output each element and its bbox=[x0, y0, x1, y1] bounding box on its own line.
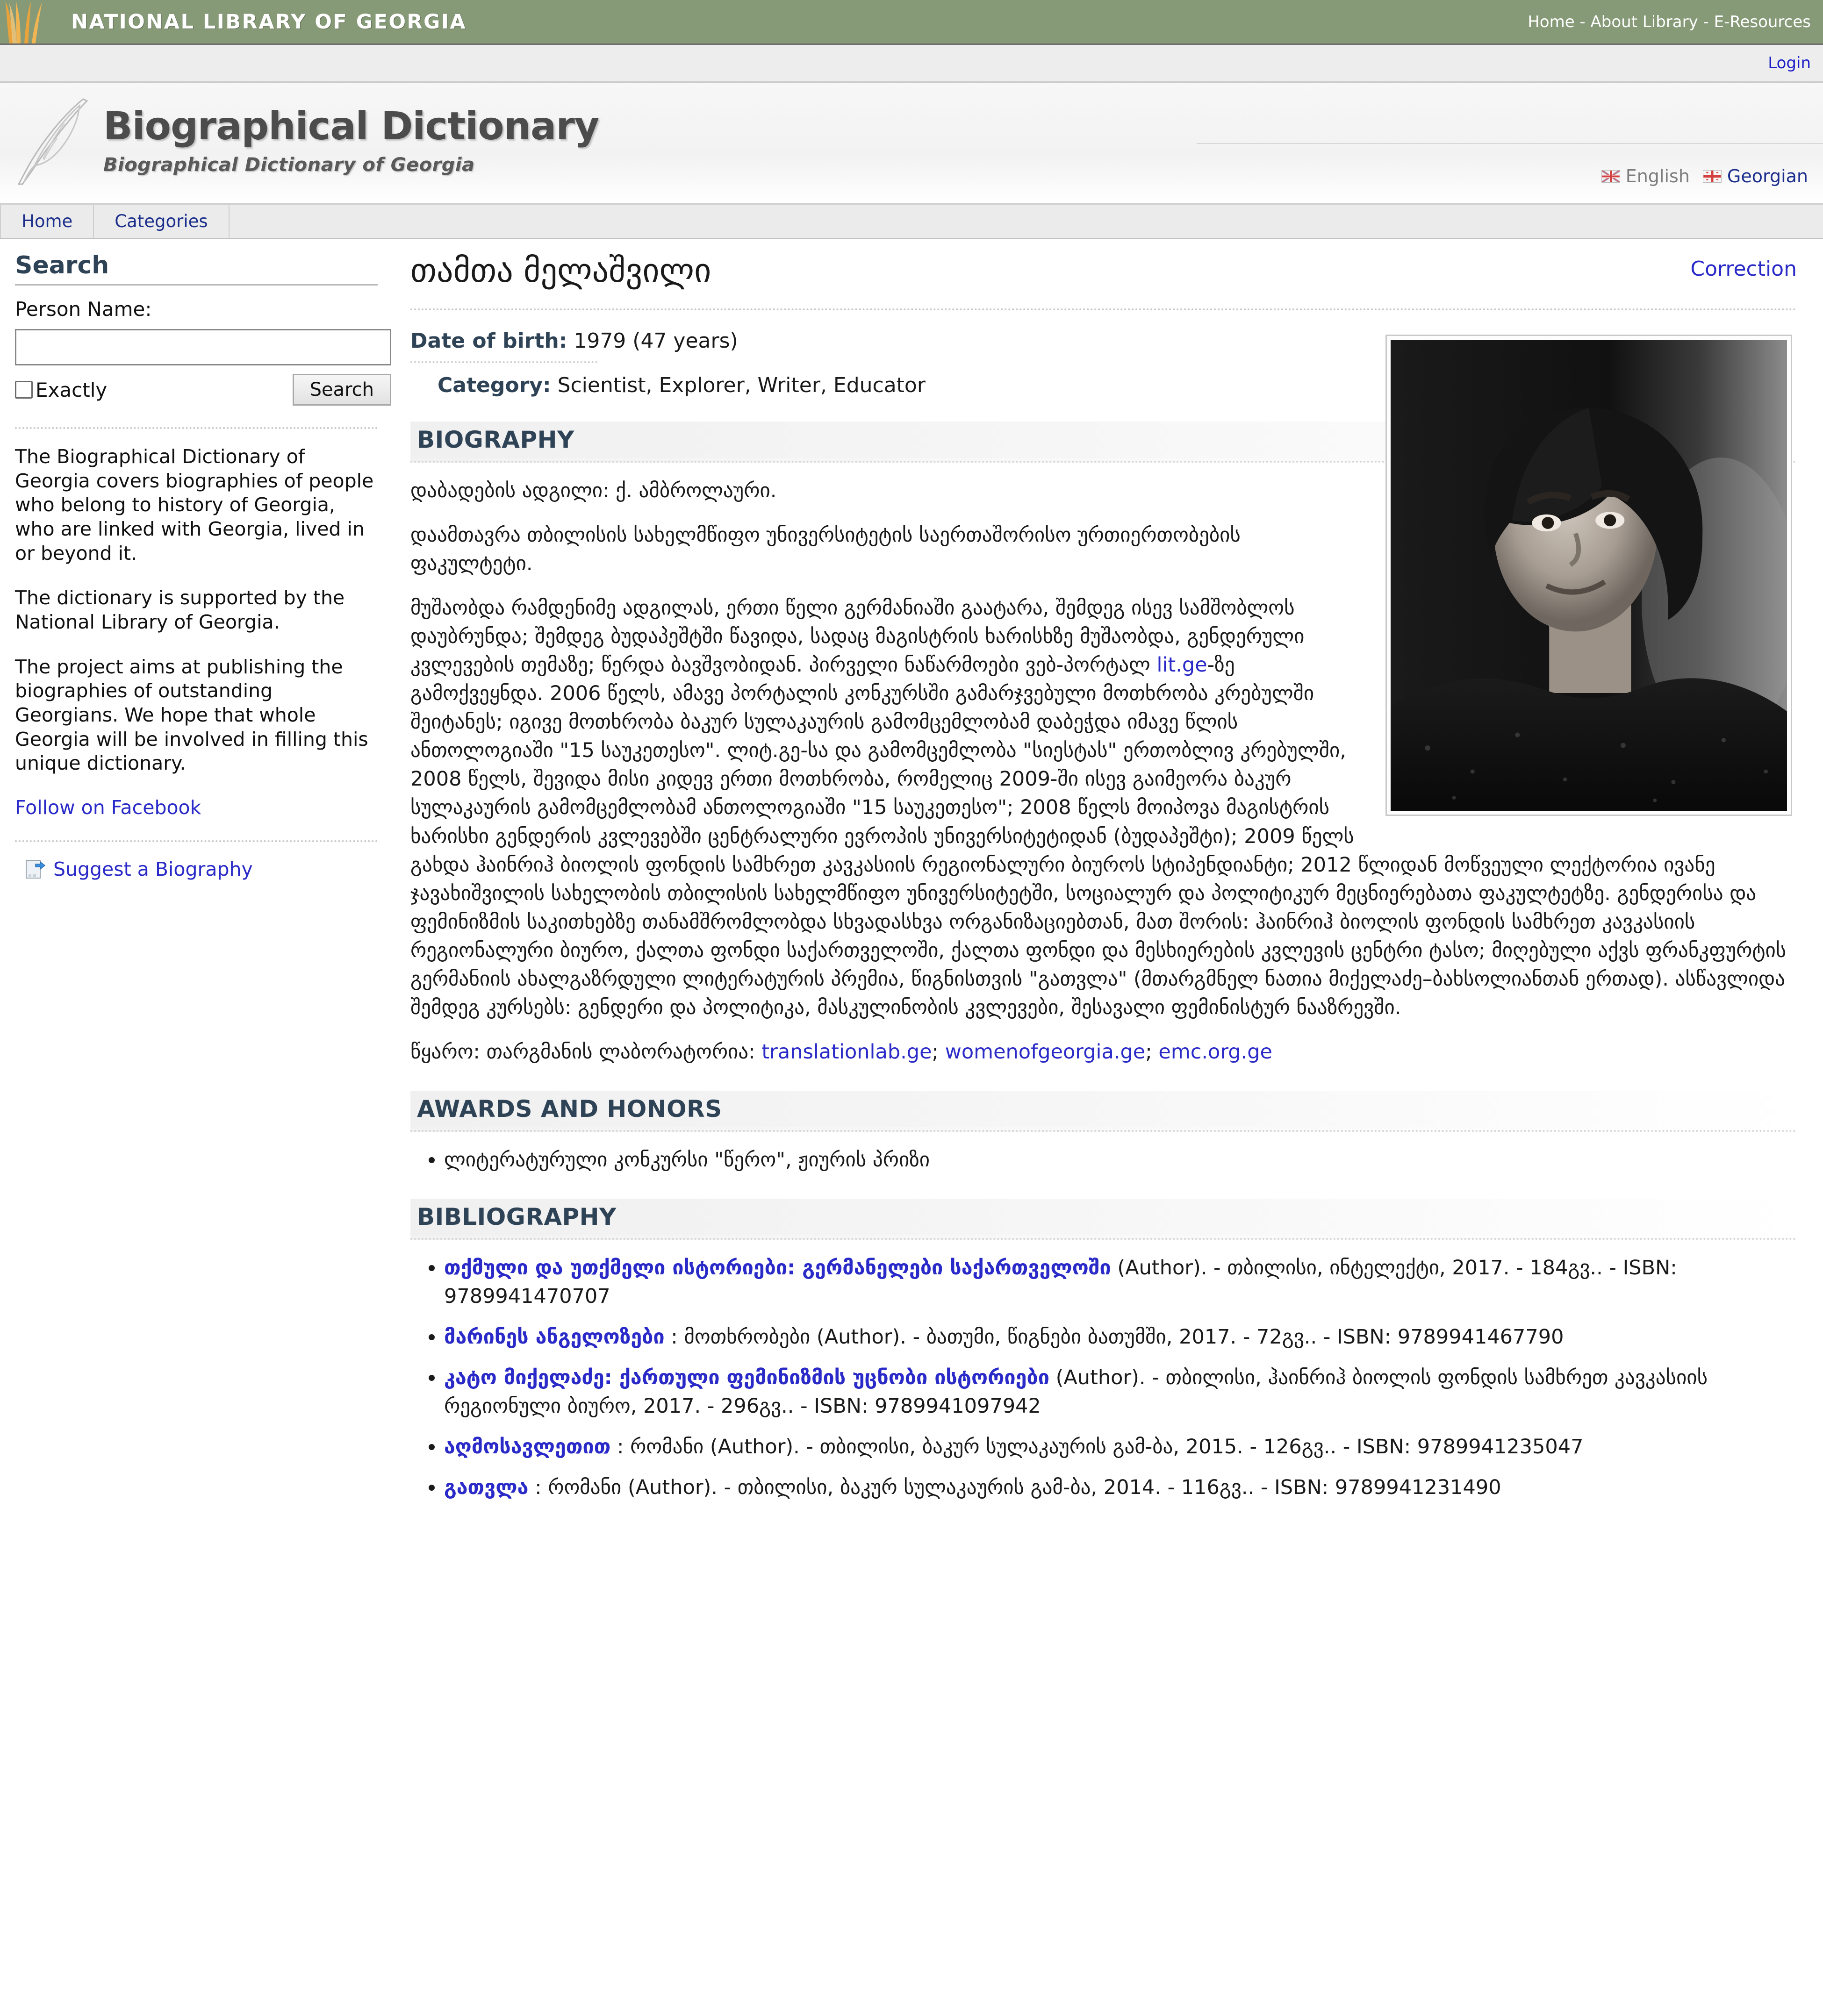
bibliography-details: (Author). - თბილისი, ინტელექტი, 2017. - 184გვ.. - ISBN: 9789941470707 bbox=[444, 1256, 1677, 1308]
biography-paragraph-1: დაბადების ადგილი: ქ. ამბროლაური. bbox=[410, 479, 777, 502]
info-divider bbox=[410, 361, 597, 363]
bibliography-title-link[interactable]: კატო მიქელაძე: ქართული ფემინიზმის უცნობი ისტორიები bbox=[444, 1366, 1049, 1390]
bibliography-title-link[interactable]: აღმოსავლეთით bbox=[444, 1435, 611, 1459]
bibliography-title-link[interactable]: თქმული და უთქმელი ისტორიები: გერმანელები საქართველოში bbox=[444, 1256, 1111, 1280]
brand-title: Biographical Dictionary bbox=[103, 104, 599, 149]
nlg-title: NATIONAL LIBRARY OF GEORGIA bbox=[71, 10, 467, 34]
lit-ge-link[interactable]: lit.ge bbox=[1156, 653, 1207, 677]
sidebar-paragraph-3: The project aims at publishing the biographies of outstanding Georgians. We hope that whole Georgia will be involved in filling this unique dictionary. bbox=[15, 655, 368, 775]
search-button[interactable]: Search bbox=[293, 374, 391, 406]
page-body bbox=[0, 239, 1823, 1514]
nav-item-categories[interactable]: Categories bbox=[94, 205, 229, 238]
person-name-label: Person Name: bbox=[15, 298, 152, 321]
language-option-georgian[interactable] bbox=[1703, 166, 1808, 186]
nlg-logo[interactable] bbox=[0, 0, 467, 43]
list-item bbox=[444, 1254, 1797, 1311]
brand[interactable] bbox=[8, 95, 599, 186]
bibliography-title-link[interactable]: გათვლა bbox=[444, 1476, 529, 1500]
list-item bbox=[444, 1323, 1797, 1351]
biography-heading: BIOGRAPHY bbox=[410, 422, 1797, 458]
language-option-english[interactable] bbox=[1601, 166, 1690, 186]
correction-link[interactable]: Correction bbox=[1690, 257, 1797, 281]
source-link-womenofgeorgia[interactable]: womenofgeorgia.ge bbox=[945, 1040, 1146, 1064]
awards-list bbox=[410, 1146, 1797, 1174]
wheat-logo-icon bbox=[5, 0, 61, 43]
login-strip bbox=[0, 45, 1823, 83]
exactly-label: Exactly bbox=[36, 378, 108, 401]
language-label-english: English bbox=[1625, 166, 1690, 186]
language-label-georgian: Georgian bbox=[1727, 166, 1808, 186]
language-switcher bbox=[1601, 166, 1808, 186]
person-info-block bbox=[410, 310, 1797, 1502]
nlg-top-links[interactable]: Home - About Library - E-Resources bbox=[1528, 12, 1811, 31]
bibliography-heading-rule bbox=[410, 1235, 1797, 1240]
date-of-birth-value: 1979 (47 years) bbox=[574, 329, 738, 353]
bio-main-pre: მუშაობდა რამდენიმე ადგილას, ერთი წელი გერმანიაში გაატარა, შემდეგ ისევ სამშობლოს დაუბრუნდა; შემდეგ ბუდაპეშტში წავიდა, სადაც მაგისტრის ხარისხზე მუშაობდა, გენდერული კვლევების თემაზე; წერდა ბავშვობიდან. პირველი ნაწარმოები ვებ-პორტალ bbox=[410, 596, 1305, 677]
source-prefix: წყარო: თარგმანის ლაბორატორია: bbox=[410, 1040, 762, 1064]
bibliography-list bbox=[410, 1254, 1797, 1502]
awards-heading-rule bbox=[410, 1127, 1797, 1132]
sidebar-paragraph-2: The dictionary is supported by the National Library of Georgia. bbox=[15, 586, 345, 633]
biography-paragraph-2: დაამთავრა თბილისის სახელმწიფო უნივერსიტეტის საერთაშორისო ურთიერთობების ფაკულტეტი. bbox=[410, 523, 1241, 576]
site-header bbox=[0, 83, 1823, 205]
source-line: წყარო: თარგმანის ლაბორატორია: translationlab.ge; womenofgeorgia.ge; emc.org.ge bbox=[410, 1040, 1272, 1064]
exactly-checkbox[interactable] bbox=[15, 381, 33, 399]
main-content bbox=[392, 239, 1823, 1514]
exactly-checkbox-wrapper[interactable] bbox=[15, 379, 107, 401]
list-item bbox=[444, 1364, 1797, 1421]
suggest-biography-label: Suggest a Biography bbox=[53, 858, 253, 880]
bibliography-details: : რომანი (Author). - თბილისი, ბაკურ სულაკაურის გამ-ბა, 2015. - 126გვ.. - ISBN: 9789941235047 bbox=[610, 1435, 1584, 1459]
nav-item-home[interactable]: Home bbox=[0, 205, 94, 238]
bibliography-details: : რომანი (Author). - თბილისი, ბაკურ სულაკაურის გამ-ბა, 2014. - 116გვ.. - ISBN: 9789941231490 bbox=[528, 1476, 1501, 1500]
login-link[interactable]: Login bbox=[1768, 54, 1811, 72]
quill-pen-icon bbox=[8, 95, 95, 186]
list-item: • ლიტერატურული კონკურსი "წერო", ჟიურის პრიზი bbox=[444, 1146, 1797, 1174]
document-arrow-icon bbox=[25, 858, 46, 880]
sidebar-paragraph-1: The Biographical Dictionary of Georgia covers biographies of people who belong to history of Georgia, who are linked with Georgia, lived in or beyond it. bbox=[15, 445, 374, 565]
person-name-input[interactable] bbox=[15, 329, 391, 365]
sidebar-search-heading: Search bbox=[15, 251, 109, 279]
bibliography-details: : მოთხრობები (Author). - ბათუმი, წიგნები ბათუმში, 2017. - 72გვ.. - ISBN: 9789941467790 bbox=[664, 1325, 1564, 1349]
list-item bbox=[444, 1473, 1797, 1502]
main-header-row bbox=[410, 251, 1797, 290]
national-library-topbar bbox=[0, 0, 1823, 45]
facebook-follow-link[interactable]: Follow on Facebook bbox=[15, 796, 201, 819]
portrait-image bbox=[1391, 340, 1787, 811]
source-link-translationlab[interactable]: translationlab.ge bbox=[761, 1040, 932, 1064]
main-navigation bbox=[0, 205, 1823, 239]
page-title: თამთა მელაშვილი bbox=[410, 251, 711, 290]
category-value: Scientist, Explorer, Writer, Educator bbox=[557, 373, 926, 397]
sidebar-heading-rule bbox=[15, 284, 378, 286]
georgia-flag-icon bbox=[1703, 170, 1722, 183]
bibliography-title-link[interactable]: მარინეს ანგელოზები bbox=[444, 1325, 665, 1349]
date-of-birth-label: Date of birth: bbox=[410, 329, 567, 353]
brand-subtitle: Biographical Dictionary of Georgia bbox=[103, 154, 475, 176]
category-label: Category: bbox=[438, 373, 551, 397]
sidebar-divider-2 bbox=[15, 840, 378, 842]
source-link-emc[interactable]: emc.org.ge bbox=[1158, 1040, 1272, 1064]
header-divider bbox=[1197, 143, 1823, 144]
sidebar-divider-1 bbox=[15, 427, 378, 429]
awards-heading: AWARDS AND HONORS bbox=[410, 1091, 1797, 1127]
uk-flag-icon bbox=[1601, 170, 1620, 183]
suggest-biography-link[interactable] bbox=[15, 858, 378, 880]
bibliography-heading: BIBLIOGRAPHY bbox=[410, 1199, 1797, 1235]
portrait-frame bbox=[1385, 335, 1792, 816]
sidebar bbox=[0, 239, 392, 880]
list-item bbox=[444, 1433, 1797, 1461]
bibliography-details: (Author). - თბილისი, ჰაინრიჰ ბიოლის ფონდის სამხრეთ კავკასიის რეგიონული ბიურო, 2017. - 296გვ.. - ISBN: 9789941097942 bbox=[444, 1366, 1708, 1418]
bio-main-post: -ზე გამოქვეყნდა. 2006 წელს, ამავე პორტალის კონკურსში გამარჯვებული მოთხრობა კრებულში შეიტანეს; იგივე მოთხრობა ბაკურ სულაკაურის გამომცემლობამ დაბეჭდა იმავე წლის ანთოლოგიაში "15 საუკეთესო". ლიტ.გე-სა და გამომცემლობა "სიესტას" ერთობლივ კრებულში, 2008 წელს, შევიდა მისი კიდევ ერთი მოთხრობა, რომელიც 2009-ში ისევ გაიმეორა ბაკურ სულაკაურის გამომცემლობამ ანთოლოგიაში "15 საუკეთესო"; 2008 წელს მოიპოვა მაგისტრის ხარისხი გენდერის კვლევებში ცენტრალური ევროპის უნივერსიტეტიდან (ბუდაპეშტი); 2009 წელს გახდა ჰაინრიჰ ბიოლის ფონდის სამხრეთ კავკასიის რეგიონალური ბიუროს სტიპენდიანტი; 2012 წლიდან მოწვეული ლექტორია ივანე ჯავახიშვილის სახელობის თბილისის სახელმწიფო უნივერსიტეტში, სოციალურ და პოლიტიკურ მეცნიერებათა ფაკულტეტზე. გენდერისა და ფემინიზმის საკითხებზე თანამშრომლობდა სხვადასხვა ორგანიზაციებთან, მათ შორის: ჰაინრიჰ ბიოლის ფონდის სამხრეთ კავკასიის რეგიონალური ბიურო, ქალთა ფონდი საქართველოში, ქალთა ფონდი და მესხიერების კვლევის ცენტრი ტასო; მიღებული აქვს ფრანკფურტის გერმანიის ახალგაზრდული ლიტერატურის პრემია, წიგნისთვის "გათვლა" (მთარგმნელ ნათია მიქელაძე–ბახსოლიანთან ერთად). ასწავლიდა შემდეგ კურსებს: გენდერი და პოლიტიკა, მასკულინობის კვლევები, შესავალი ფემინისტურ ნააზრევში. bbox=[410, 653, 1787, 1019]
